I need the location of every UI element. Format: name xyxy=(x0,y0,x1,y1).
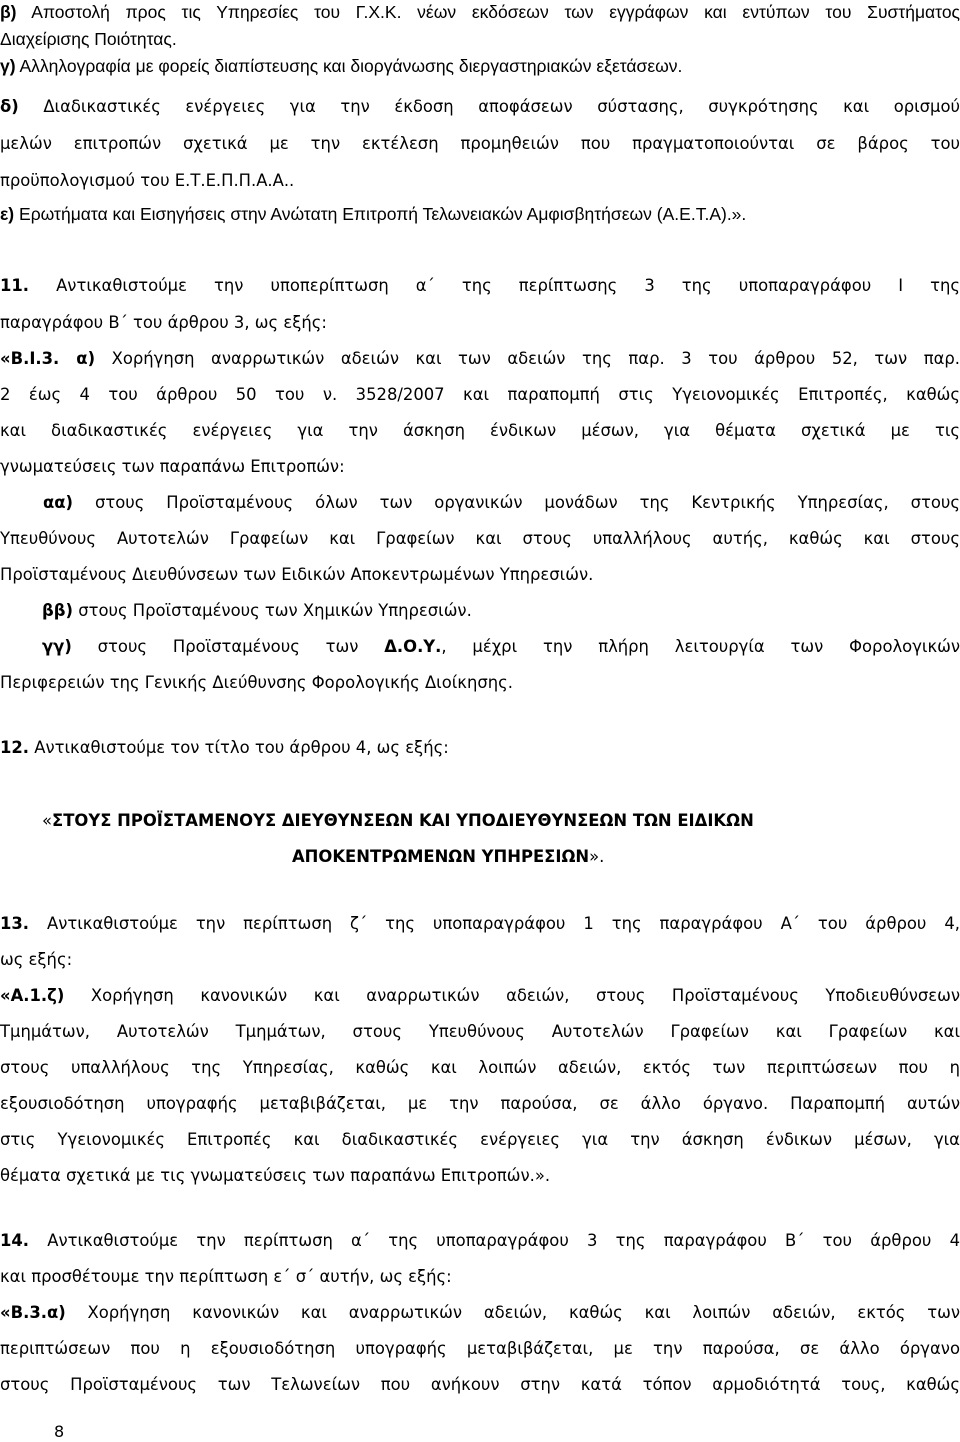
quote-open: « xyxy=(0,349,11,368)
item-d-cont2: προϋπολογισμού του Ε.Τ.Ε.Π.Π.Α.Α.. xyxy=(0,171,295,190)
item-e xyxy=(0,204,960,224)
para-13-number: 13. xyxy=(0,914,30,933)
quote-open: « xyxy=(42,811,53,830)
para-12-title2 xyxy=(292,847,960,867)
para-13-line6: εξουσιοδότηση υπογραφής μεταβιβάζεται, με την παρούσα, σε άλλο όργανο. Παραπομπή αυτών xyxy=(0,1094,960,1113)
item-b-text: Αποστολή προς τις Υπηρεσίες του Γ.Χ.Κ. νέων εκδόσεων των εγγράφων και εντύπων του Συστήματος xyxy=(31,2,960,22)
para-11-line1 xyxy=(0,276,960,296)
item-e-text: Ερωτήματα και Εισηγήσεις στην Ανώτατη Επιτροπή Τελωνειακών Αμφισβητήσεων (Α.Ε.Τ.Α).». xyxy=(19,204,747,224)
quote-close: ». xyxy=(589,847,605,866)
para-14-text: Αντικαθιστούμε την περίπτωση α΄ της υποπαραγράφου 3 της παραγράφου Β΄ του άρθρου 4 xyxy=(47,1231,960,1250)
sub-gg-text-b: , μέχρι την πλήρη λειτουργία των Φορολογικών xyxy=(441,637,960,656)
para-13-line7: στις Υγειονομικές Επιτροπές και διαδικαστικές ενέργειες για την άσκηση ένδικων μέσων, για xyxy=(0,1130,960,1149)
item-d xyxy=(0,97,960,117)
para-14-line4: περιπτώσεων που η εξουσιοδότηση υπογραφής μεταβιβάζεται, με την παρούσα, σε άλλο όργανο xyxy=(0,1339,960,1358)
para-14-code: Β.3.α) xyxy=(10,1303,66,1322)
sub-aa-line2: Υπευθύνους Αυτοτελών Γραφείων και Γραφείων και στους υπαλλήλους αυτής, καθώς και στους xyxy=(0,529,960,548)
para-11-line6: γνωματεύσεις των παραπάνω Επιτροπών: xyxy=(0,457,345,476)
page-number: 8 xyxy=(54,1422,65,1441)
para-14-line1 xyxy=(0,1231,960,1251)
item-d-text: Διαδικαστικές ενέργειες για την έκδοση αποφάσεων σύστασης, συγκρότησης και ορισμού xyxy=(43,97,960,116)
sub-aa-label: αα) xyxy=(43,493,74,512)
item-g-label: γ) xyxy=(0,56,16,76)
sub-gg-label: γγ) xyxy=(42,637,72,656)
para-11-line4a: 2 έως 4 του άρθρου 50 του ν. xyxy=(0,385,338,404)
sub-aa-line3: Προϊσταμένους Διευθύνσεων των Ειδικών Αποκεντρωμένων Υπηρεσιών. xyxy=(0,565,594,584)
para-11-line4 xyxy=(0,385,960,405)
para-13-line1 xyxy=(0,914,960,934)
item-b xyxy=(0,2,960,22)
para-11-number: 11. xyxy=(0,276,30,295)
sub-gg-line2: Περιφερειών της Γενικής Διεύθυνσης Φορολογικής Διοίκησης. xyxy=(0,673,513,692)
para-12-title1 xyxy=(42,811,960,831)
para-13-code: Α.1.ζ) xyxy=(10,986,65,1005)
para-12-title-text2: ΑΠΟΚΕΝΤΡΩΜΕΝΩΝ ΥΠΗΡΕΣΙΩΝ xyxy=(292,847,590,866)
para-13-line2: ως εξής: xyxy=(0,950,73,969)
item-b-label: β) xyxy=(0,2,17,22)
para-13-line4: Τμημάτων, Αυτοτελών Τμημάτων, στους Υπευθύνους Αυτοτελών Γραφείων και Γραφείων και xyxy=(0,1022,960,1041)
para-13-line8: θέματα σχετικά με τις γνωματεύσεις των παραπάνω Επιτροπών.». xyxy=(0,1166,551,1185)
para-12-line1 xyxy=(0,738,960,758)
sub-bb-line1 xyxy=(42,601,960,621)
para-14-line2: και προσθέτουμε την περίπτωση ε΄ σ΄ αυτήν, ως εξής: xyxy=(0,1267,452,1286)
para-11-line5: και διαδικαστικές ενέργειες για την άσκηση ένδικων μέσων, για θέματα σχετικά με τις xyxy=(0,421,960,440)
sub-gg-text-a: στους Προϊσταμένους των xyxy=(97,637,359,656)
sub-aa-text: στους Προϊσταμένους όλων των οργανικών μονάδων της Κεντρικής Υπηρεσίας, στους xyxy=(94,493,960,512)
para-11-text: Αντικαθιστούμε την υποπερίπτωση α΄ της περίπτωσης 3 της υποπαραγράφου Ι της xyxy=(56,276,960,295)
item-e-label: ε) xyxy=(0,204,15,224)
para-11-line3 xyxy=(0,349,960,369)
item-b-cont: Διαχείρισης Ποιότητας. xyxy=(0,29,177,49)
para-11-code: Β.Ι.3. α) xyxy=(10,349,96,368)
item-d-cont1: μελών επιτροπών σχετικά με την εκτέλεση προμηθειών που πραγματοποιούνται σε βάρος του xyxy=(0,134,960,153)
sub-aa-line1 xyxy=(0,493,960,513)
para-12-text: Αντικαθιστούμε τον τίτλο του άρθρου 4, ως εξής: xyxy=(34,738,449,757)
para-11-line3-text: Χορήγηση αναρρωτικών αδειών και των αδειών της παρ. 3 του άρθρου 52, των παρ. xyxy=(111,349,960,368)
para-14-number: 14. xyxy=(0,1231,30,1250)
quote-open: « xyxy=(0,1303,11,1322)
para-14-line3-text: Χορήγηση κανονικών και αναρρωτικών αδειών, καθώς και λοιπών αδειών, εκτός των xyxy=(87,1303,960,1322)
item-g-text: Αλληλογραφία με φορείς διαπίστευσης και διοργάνωσης διεργαστηριακών εξετάσεων. xyxy=(19,56,683,76)
sub-bb-label: ββ) xyxy=(42,601,73,620)
para-13-line5: στους υπαλλήλους της Υπηρεσίας, καθώς και λοιπών αδειών, εκτός των περιπτώσεων που η xyxy=(0,1058,960,1077)
para-11-line4b: 3528/2007 και παραπομπή στις Υγειονομικές Επιτροπές, καθώς xyxy=(355,385,960,404)
para-13-line3-text: Χορήγηση κανονικών και αναρρωτικών αδειών, στους Προϊσταμένους Υποδιευθύνσεων xyxy=(90,986,960,1005)
item-g xyxy=(0,56,960,76)
para-14-line5: στους Προϊσταμένους των Τελωνείων που ανήκουν στην κατά τόπον αρμοδιότητά τους, καθώς xyxy=(0,1375,960,1394)
para-11-line2: παραγράφου Β΄ του άρθρου 3, ως εξής: xyxy=(0,313,327,332)
para-13-line3 xyxy=(0,986,960,1006)
para-12-title-text1: ΣΤΟΥΣ ΠΡΟΪΣΤΑΜΕΝΟΥΣ ΔΙΕΥΘΥΝΣΕΩΝ ΚΑΙ ΥΠΟΔΙΕΥΘΥΝΣΕΩΝ ΤΩΝ ΕΙΔΙΚΩΝ xyxy=(52,811,754,830)
sub-gg-code: Δ.Ο.Υ. xyxy=(384,637,442,656)
item-d-label: δ) xyxy=(0,97,19,116)
sub-gg-line1 xyxy=(0,637,960,657)
quote-open: « xyxy=(0,986,11,1005)
para-14-line3 xyxy=(0,1303,960,1323)
sub-bb-text: στους Προϊσταμένους των Χημικών Υπηρεσιών. xyxy=(78,601,472,620)
para-12-number: 12. xyxy=(0,738,30,757)
para-13-text: Αντικαθιστούμε την περίπτωση ζ΄ της υποπαραγράφου 1 της παραγράφου Α΄ του άρθρου 4, xyxy=(47,914,960,933)
